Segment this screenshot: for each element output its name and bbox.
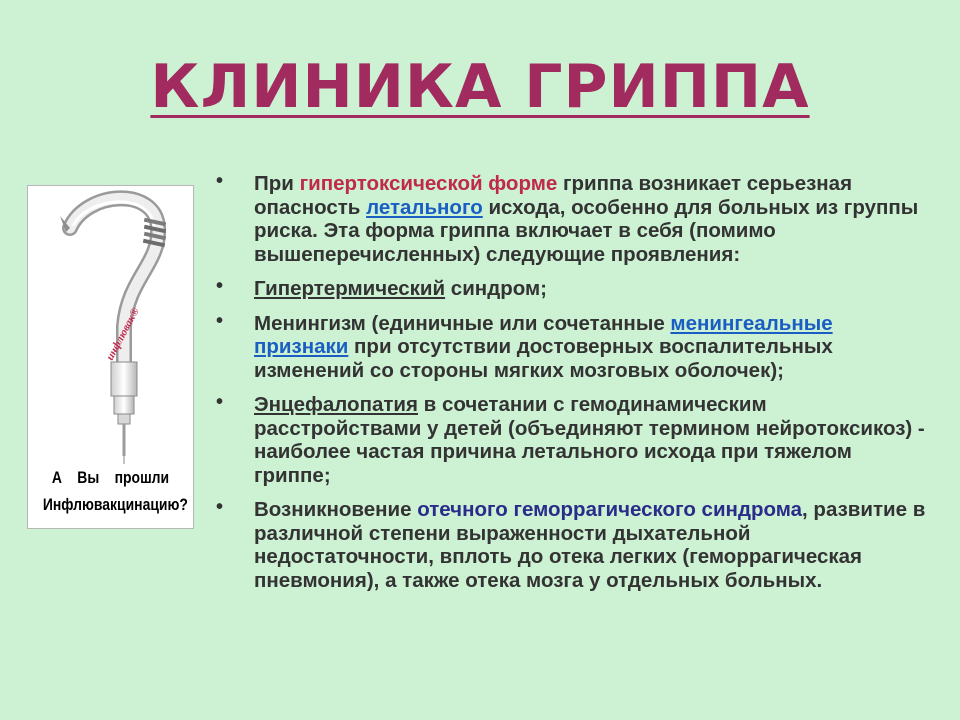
meningeal-signs-link[interactable]: менингеальные признаки: [254, 311, 833, 358]
text-segment: при отсутствии достоверных воспалительных изменений со стороны мягких мозговых оболочек);: [254, 335, 833, 382]
highlight-term: гипертоксической форме: [299, 172, 558, 195]
caption-line-1: А Вы прошли: [51, 468, 170, 487]
text-segment: в сочетании с гемодинамическим расстройствами у детей (объединяют термином нейротоксикоз) - наиболее частая причина летального исхода при тяжелом гриппе;: [254, 393, 925, 487]
vaccine-illustration: [27, 185, 194, 529]
brand-label: инфлювак®: [104, 305, 142, 363]
bullet-dot-icon: •: [216, 170, 224, 192]
bullet-list: [216, 172, 931, 603]
text-segment: гриппа возникает серьезная опасность: [254, 172, 853, 219]
bullet-dot-icon: •: [216, 309, 224, 332]
bullet-dot-icon: •: [216, 391, 224, 413]
caption-line-2: Инфлювакцинацию?: [42, 495, 188, 514]
underlined-term: Гипертермический: [254, 277, 446, 300]
highlight-term: отечного геморрагического синдрома: [417, 498, 803, 521]
bullet-item-meningism: [216, 309, 931, 383]
bullet-dot-icon: •: [216, 275, 224, 297]
text-segment: Возникновение: [254, 498, 418, 521]
text-segment: , развитие в различной степени выраженности дыхательной недостаточности, вплоть до отека легких (геморрагическая пневмония), а также отека мозга у отдельных больных.: [254, 498, 926, 592]
underlined-term: Энцефалопатия: [254, 393, 418, 416]
lethal-link[interactable]: летального: [366, 195, 483, 219]
bullet-item-encephalopathy: [216, 393, 931, 487]
text-segment: Менингизм (единичные или сочетанные: [254, 311, 671, 335]
bullet-item-hyperthermic: [216, 277, 931, 301]
text-segment: синдром;: [445, 277, 547, 300]
bullet-item-hemorrhagic: [216, 498, 931, 592]
text-segment: исхода, особенно для больных из группы риска. Эта форма гриппа включает в себя (помимо вышеперечисленных) следующие проявления:: [254, 195, 919, 266]
bullet-dot-icon: •: [216, 496, 224, 518]
bullet-item-hypertoxic: [216, 172, 931, 266]
text-segment: При: [254, 172, 300, 195]
slide-title: КЛИНИКА ГРИППА: [150, 52, 810, 122]
